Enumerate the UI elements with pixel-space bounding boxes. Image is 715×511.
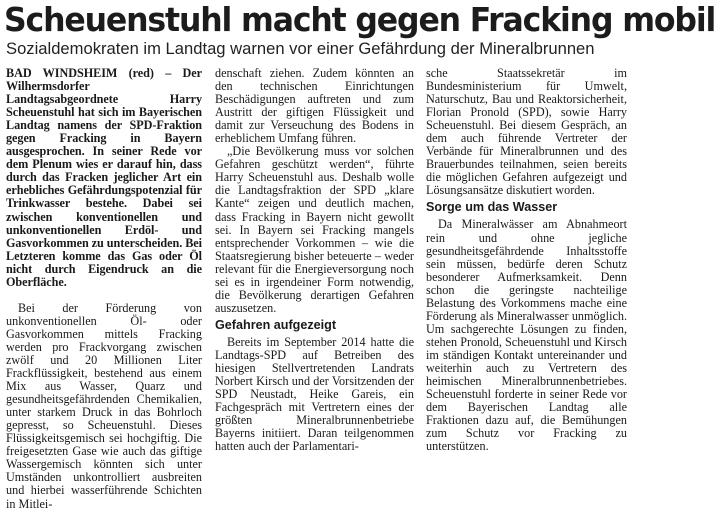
article-lead: BAD WINDSHEIM (red) – Der Wilhermsdorfer Landtagsabgeordnete Harry Scheuenstuhl hat sich im Bayerischen Landtag namens der SPD-Fraktion gegen Fracking in Bayern ausgesprochen. In seiner Rede vor dem Plenum wies er darauf hin, dass durch das Fracken jeglicher Art ein erhebliches Gefährdungspotenzial für Trinkwasser bestehe. Dabei sei zwischen konventionellen und unkonventionellen Erdöl- und Gasvorkommen zu unterscheiden. Bei Letzteren komme das Gas oder Öl nicht durch Eigendruck an die Oberfläche.: [6, 66, 203, 289]
article-paragraph: „Die Bevölkerung muss vor solchen Gefahren geschützt werden“, führte Harry Scheuenstuhl aus. Deshalb wolle die Landtagsfraktion der SPD „klare Kante“ zeigen und deutlich machen, dass Fracking in Bayern nicht gewollt sei. In Bayern sei Fracking mangels entsprechender Vorkommen – wie die Staatsregierung bisher beteuerte – weder relevant für die Energieversorgung noch sei es in irgendeiner Form notwendig, die Bevölkerung derartigen Gefahren auszusetzen.: [215, 144, 414, 315]
article-paragraph: Da Mineralwässer am Abnahmeort rein und ohne jegliche gesundheitsgefährdende Inhaltsstoffe sein müssen, bedürfe deren Schutz besonderer Aufmerksamkeit. Denn schon die geringste nachteilige Belastung des Vorkommens mache eine Förderung als Mineralwasser unmöglich. Um sachgerechte Lösungen zu finden, stehen Pronold, Scheuenstuhl und Kirsch im ständigen Kontakt untereinander und weiterhin auch zu Vertretern des heimischen Mineralbrunnenbetriebes. Scheuenstuhl forderte in seiner Rede vor dem Bayerischen Landtag alle Fraktionen dazu auf, die Bemühungen zum Schutz vor Fracking zu unterstützen.: [426, 217, 627, 454]
article-column-3: [426, 66, 627, 454]
article-column-2: [215, 66, 414, 454]
article-column-1: [6, 66, 203, 511]
article-headline: Scheuenstuhl macht gegen Fracking mobil: [4, 0, 715, 39]
article-paragraph: denschaft ziehen. Zudem könnten an den technischen Einrichtungen Beschädigungen auftreten und zum Austritt der giftigen Flüssigkeit und damit zur Verseuchung des Bodens in erheblichem Umfang führen.: [215, 66, 414, 146]
article-paragraph: sche Staatssekretär im Bundesministerium für Umwelt, Naturschutz, Bau und Reaktorsicherheit, Florian Pronold (SPD), sowie Harry Scheuenstuhl. Bei diesem Gespräch, an dem auch führende Vertreter der Verbände für Mineralbrunnen und des Brauerbundes teilnahmen, seien bereits die möglichen Gefahren aufgezeigt und Lösungsansätze diskutiert worden.: [426, 66, 627, 198]
article-subhead: Sorge um das Wasser: [426, 200, 558, 215]
article-subhead: Gefahren aufgezeigt: [215, 317, 337, 332]
article-subheadline: Sozialdemokraten im Landtag warnen vor einer Gefährdung der Mineralbrunnen: [6, 39, 595, 58]
article-paragraph: Bereits im September 2014 hatte die Landtags-SPD auf Betreiben des hiesigen Stellvertretenden Landrats Norbert Kirsch und der Vorsitzenden der SPD Neustadt, Heike Gareis, ein Fachgespräch mit Vertretern eines der größten Mineralbrunnenbetriebe Bayerns initiiert. Daran teilgenommen hatten auch der Parlamentari-: [215, 334, 414, 454]
article-paragraph: Bei der Förderung von unkonventionellen Öl- oder Gasvorkommen mittels Fracking werden pro Frackvorgang zwischen zwölf und 20 Millionen Liter Frackflüssigkeit, bestehend aus einem Mix aus Wasser, Quarz und gesundheitsgefährdenden Chemikalien, unter starkem Druck in das Bohrloch gepresst, so Scheuenstuhl. Dieses Flüssigkeitsgemisch sei hochgiftig. Die freigesetzten Gase wie auch das giftige Wassergemisch könnten sich unter Umständen unkontrolliert ausbreiten und hierbei wasserführende Schichten in Mitlei-: [6, 300, 202, 511]
